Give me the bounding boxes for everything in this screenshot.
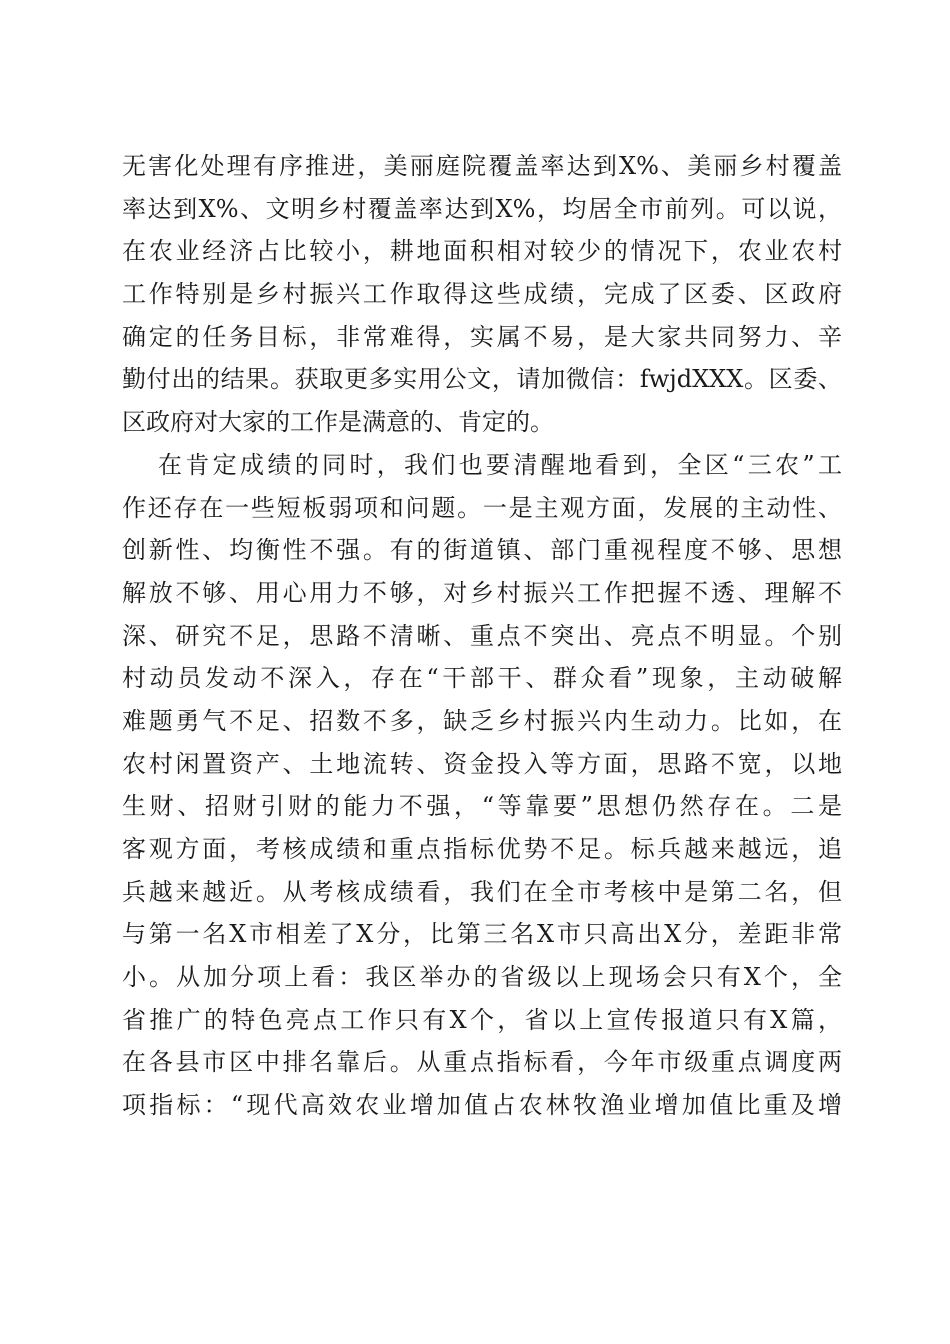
text-line: 率达到X%、文明乡村覆盖率达到X%，均居全市前列。可以说， — [122, 194, 842, 223]
text-line: 兵越来越近。从考核成绩看，我们在全市考核中是第二名，但 — [122, 877, 842, 906]
text-line: 与第一名X市相差了X分，比第三名X市只高出X分，差距非常 — [122, 920, 842, 949]
text-line: 确定的任务目标，非常难得，实属不易，是大家共同努力、辛 — [122, 322, 842, 351]
text-line: 勤付出的结果。获取更多实用公文，请加微信：fwjdXXX。区委、 — [122, 365, 842, 394]
text-line: 创新性、均衡性不强。有的街道镇、部门重视程度不够、思想 — [122, 536, 842, 565]
text-line: 省推广的特色亮点工作只有X个，省以上宣传报道只有X篇， — [122, 1005, 842, 1034]
text-line: 项指标：“现代高效农业增加值占农林牧渔业增加值比重及增 — [122, 1091, 842, 1120]
text-line: 客观方面，考核成绩和重点指标优势不足。标兵越来越远，追 — [122, 835, 842, 863]
text-line: 工作特别是乡村振兴工作取得这些成绩，完成了区委、区政府 — [122, 280, 842, 309]
text-line: 区政府对大家的工作是满意的、肯定的。 — [122, 408, 554, 437]
text-line: 生财、招财引财的能力不强，“等靠要”思想仍然存在。二是 — [122, 792, 842, 821]
text-line: 深、研究不足，思路不清晰、重点不突出、亮点不明显。个别 — [122, 621, 842, 650]
text-line: 农村闲置资产、土地流转、资金投入等方面，思路不宽，以地 — [122, 749, 842, 778]
text-line: 无害化处理有序推进，美丽庭院覆盖率达到X%、美丽乡村覆盖 — [122, 152, 842, 180]
text-line: 村动员发动不深入，存在“干部干、群众看”现象，主动破解 — [122, 664, 842, 693]
text-line: 小。从加分项上看：我区举办的省级以上现场会只有X个，全 — [122, 963, 842, 992]
text-line: 作还存在一些短板弱项和问题。一是主观方面，发展的主动性、 — [122, 493, 842, 522]
body-text — [122, 145, 842, 1170]
text-line — [122, 1127, 842, 1170]
text-line: 在农业经济占比较小，耕地面积相对较少的情况下，农业农村 — [122, 237, 842, 266]
text-line: 在肯定成绩的同时，我们也要清醒地看到，全区“三农”工 — [158, 450, 842, 479]
text-line: 在各县市区中排名靠后。从重点指标看，今年市级重点调度两 — [122, 1048, 842, 1077]
text-line: 难题勇气不足、招数不多，缺乏乡村振兴内生动力。比如，在 — [122, 706, 842, 735]
text-line: 解放不够、用心用力不够，对乡村振兴工作把握不透、理解不 — [122, 578, 842, 607]
